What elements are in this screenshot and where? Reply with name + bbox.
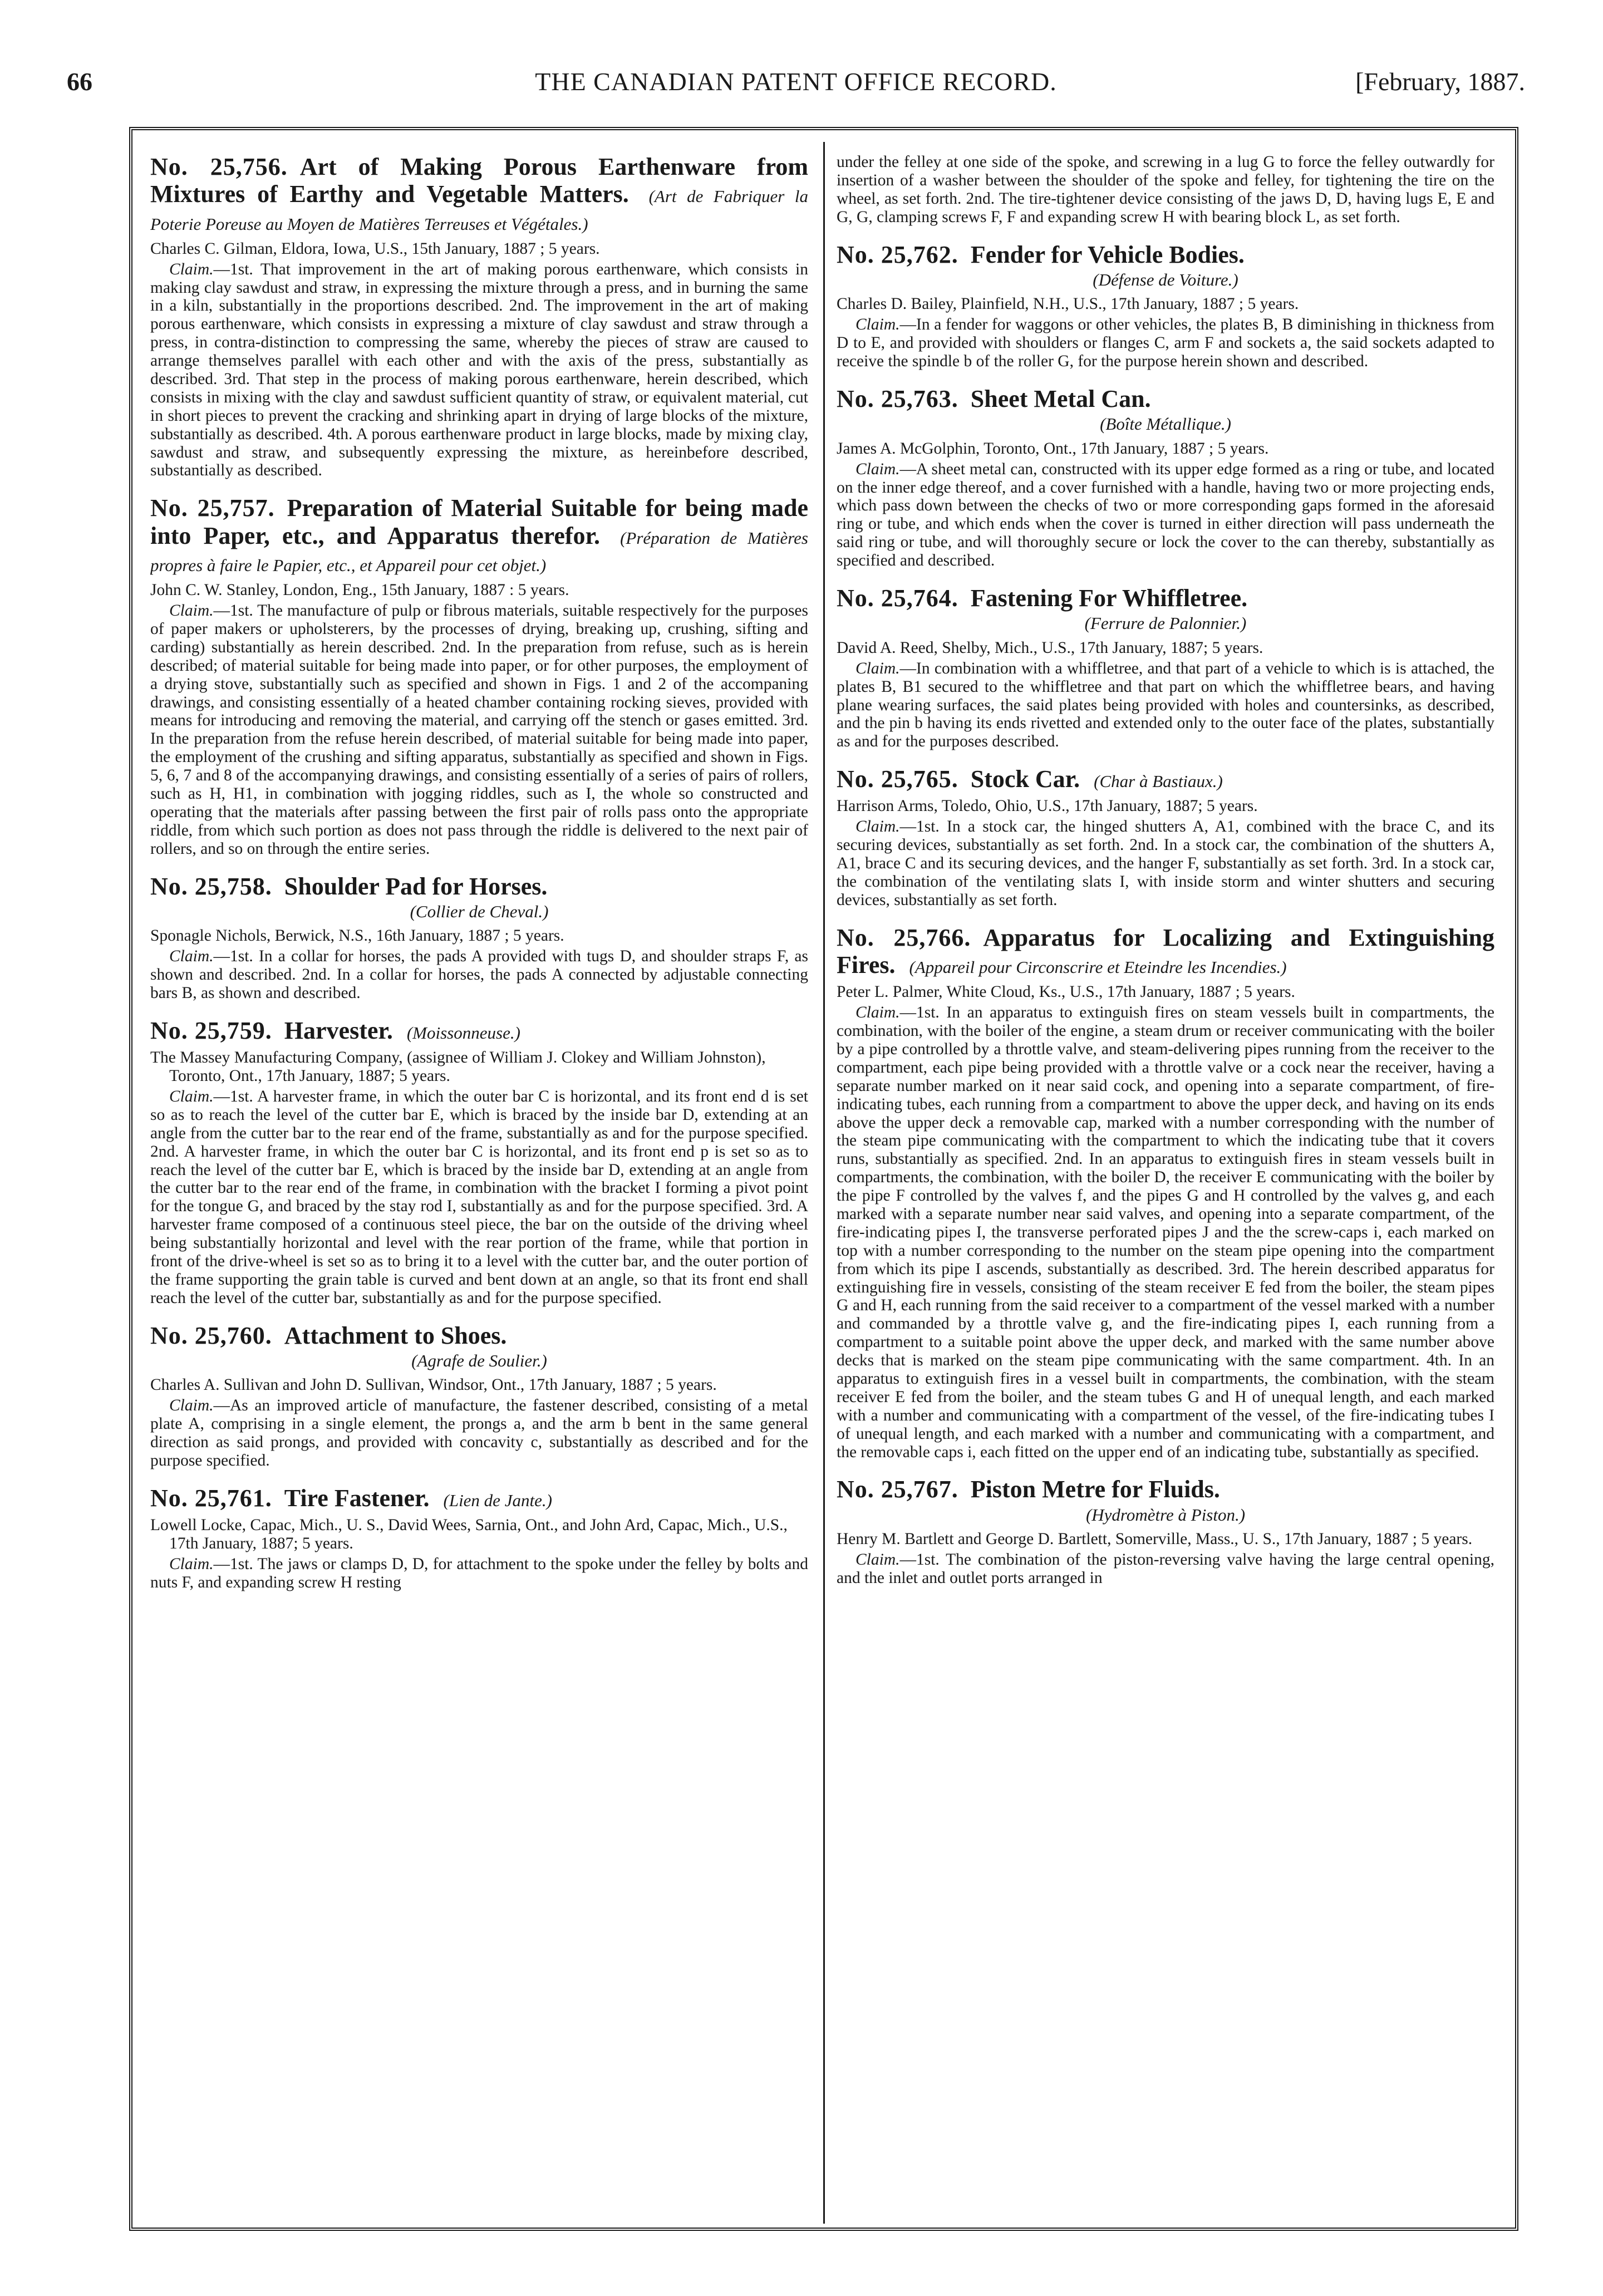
inventor-line: Charles D. Bailey, Plainfield, N.H., U.S., 17th January, 1887 ; 5 years. [837,295,1299,313]
patent-entry [837,1476,1494,1587]
patent-title: Apparatus for Localizing and Extinguishing Fires. [837,923,1494,979]
claim-body: —In a fender for waggons or other vehicles, the plates B, B diminishing in thickness from D to E, and provided with shoulders or flanges C, arm F and sockets a, the said sockets adapted to receive the spindle b of the roller G, for the purpose herein shown and described. [837,316,1494,371]
claim-body: —In combination with a whiffletree, and that part of a vehicle to which is is attached, the plates B, B1 secured to the whiffletree and that part on which the whiffletree bears, and having plane wearing surfaces, the said plates being provided with holes and countersinks, as described, and the pin b having its ends rivetted and extended only to the outer face of the plates, substantially as and for the purposes described. [837,659,1494,751]
claim-body: —As an improved article of manufacture, the fastener described, consisting of a metal plate A, comprising in a single element, the prongs a, and the arm b bent in the same general direction as said prongs, and provided with concavity c, substantially as described and for the purpose specified. [150,1397,808,1470]
french-title: (Défense de Voiture.) [1093,269,1238,289]
patent-title: Harvester. [284,1016,393,1044]
patent-entry [150,1322,808,1470]
column-divider [823,142,825,2224]
patent-number: No. 25,767. [837,1476,958,1503]
claim-label: Claim. [169,1397,214,1415]
patent-title: Stock Car. [970,765,1080,793]
patent-number: No. 25,766. [837,923,971,951]
inventor-line: Henry M. Bartlett and George D. Bartlett, Somerville, Mass., U. S., 17th January, 1887 ; 5 years. [837,1530,1473,1548]
patent-entry [837,385,1494,570]
claim-body: —1st. In a collar for horses, the pads A provided with tugs D, and shoulder straps F, as shown and described. 2nd. In a collar for horses, the pads A connected by adjustable connecting bars B, as shown and described. [150,947,808,1002]
patent-number: No. 25,760. [150,1321,272,1349]
claim-text [837,460,1494,570]
patent-heading [837,584,1494,612]
patent-heading [150,1017,808,1044]
claim-label: Claim. [855,1551,900,1569]
issue-date: [February, 1887. [1355,67,1525,96]
patent-heading [837,1476,1494,1503]
inventor-line: Charles A. Sullivan and John D. Sullivan, Windsor, Ont., 17th January, 1887 ; 5 years. [150,1376,717,1394]
patent-entry [837,241,1494,371]
patent-heading [837,765,1494,793]
claim-text [150,947,808,1002]
claim-label: Claim. [169,947,214,966]
claim-continuation: under the felley at one side of the spoke, and screwing in a lug G to force the felley outwardly for insertion of a washer between the shoulder of the spoke and felley, for tightening the tire on the wheel, as set forth. 2nd. The tire-tightener device consisting of the jaws D, D, having lugs E, E and G, G, clamping screws F, F and expanding screw H with bearing block L, as set forth. [837,153,1494,226]
claim-text [150,1088,808,1307]
patent-number: No. 25,756. [150,153,288,180]
claim-body: —A sheet metal can, constructed with its upper edge formed as a ring or tube, and located on the inner edge thereof, and a cover furnished with a handle, having two or more projecting ends, which pass down between the checks of two or more corresponding gaps formed in the aforesaid ring or tube, and which ends when the cover is turned in either direction will pass underneath the said ring or tube, and will thoroughly secure or lock the cover to the can thereby, substantially as specified and described. [837,460,1494,570]
claim-body: —1st. The jaws or clamps D, D, for attachment to the spoke under the felley by bolts and nuts F, and expanding screw H resting [150,1555,808,1591]
patent-title: Shoulder Pad for Horses. [284,872,548,900]
claim-label: Claim. [855,460,900,478]
patent-entry [150,1484,808,1592]
inventor-line: David A. Reed, Shelby, Mich., U.S., 17th January, 1887; 5 years. [837,638,1263,657]
patent-title: Tire Fastener. [284,1484,430,1512]
patent-number: No. 25,765. [837,765,958,793]
claim-text [837,818,1494,909]
patent-entry [837,584,1494,751]
claim-label: Claim. [169,1087,214,1105]
inventor-line: Harrison Arms, Toledo, Ohio, U.S., 17th January, 1887; 5 years. [837,797,1258,815]
claim-body: —1st. A harvester frame, in which the outer bar C is horizontal, and its front end d is set so as to reach the level of the cutter bar E, which is braced by the inside bar D, extending at an angle from the cutter bar to the rear end of the frame, substantially as and for the purpose specified. 2nd. A harvester frame, in which the outer bar C is horizontal, and its front end p is set so as to reach the level of the cutter bar E, which is braced by the inside bar D, extending at an angle from the cutter bar to the rear end of the frame, in combination with the bracket I forming a pivot point for the tongue G, and braced by the stay rod I, substantially as and for the purpose specified. 3rd. A harvester frame composed of a continuous steel piece, the bar on the outside of the driving wheel being substantially horizontal and level with the rear portion of the frame, while that portion in front of the drive-wheel is set so as to bring it to a level with the cutter bar, and the outer portion of the frame supporting the grain table is curved and bent down at an angle, so that its front end shall reach the level of the cutter bar, substantially as and for the purpose specified. [150,1087,808,1307]
right-column [837,153,1494,2213]
claim-body: —1st. In a stock car, the hinged shutters A, A1, combined with the brace C, and its securing devices, substantially as set forth. 2nd. In a stock car, the combination of the shutters A, A1, brace C and its securing devices, and the hanger F, substantially as set forth. 3rd. In a stock car, the combination of the ventilating slats I, with inside storm and winter shutters and securing devices, substantially as set forth. [837,818,1494,909]
patent-heading [837,385,1494,412]
patent-entry [150,153,808,480]
patent-number: No. 25,763. [837,385,958,412]
patent-entry [150,873,808,1002]
french-title: (Moissonneuse.) [406,1022,520,1043]
claim-text [837,1551,1494,1587]
patent-title: Attachment to Shoes. [284,1321,507,1349]
french-title: (Ferrure de Palonnier.) [1084,613,1247,633]
claim-label: Claim. [855,1004,900,1022]
french-title: (Char à Bastiaux.) [1094,771,1223,791]
patent-heading [837,924,1494,979]
inventor-line: Peter L. Palmer, White Cloud, Ks., U.S., 17th January, 1887 ; 5 years. [837,983,1295,1001]
inventor-line: Lowell Locke, Capac, Mich., U. S., David Wees, Sarnia, Ont., and John Ard, Capac, Mich., U.S., 17th January, 1887; 5 years. [150,1516,788,1553]
patent-number: No. 25,757. [150,494,275,522]
running-head [67,67,1525,106]
patent-heading [837,241,1494,268]
continued-claim [837,153,1494,227]
patent-heading [150,1322,808,1349]
claim-label: Claim. [855,659,900,677]
claim-text [150,602,808,858]
inventor-line: The Massey Manufacturing Company, (assignee of William J. Clokey and William Johnston), Toronto, Ont., 17th January, 1887; 5 years. [150,1049,766,1085]
claim-body: —1st. The combination of the piston-reversing valve having the large central opening, and the inlet and outlet ports arranged in [837,1551,1494,1587]
patent-title: Fastening For Whiffletree. [970,584,1248,612]
left-column [150,153,808,2213]
claim-label: Claim. [169,1555,214,1573]
claim-label: Claim. [169,260,214,278]
patent-title: Fender for Vehicle Bodies. [970,240,1245,268]
inventor-line: John C. W. Stanley, London, Eng., 15th January, 1887 : 5 years. [150,581,569,599]
claim-text [837,660,1494,751]
french-title: (Préparation de Matières propres à faire le Papier, etc., et Appareil pour cet objet.) [150,528,808,575]
claim-body: —1st. In an apparatus to extinguish fires on steam vessels built in compartments, the combination, with the boiler of the engine, a steam drum or receiver communicating with the boiler by a pipe controlled by a throttle valve, and steam-delivering pipes running from the receiver to the compartment, each pipe being provided with a throttle valve or a cock near the receiver, having a separate number marked on it near said cock, and opening into a separate compartment, of fire-indicating tubes, each running from a compartment to above the upper deck, and having on its ends above the upper deck a removable cap, marked with a number corresponding with the number of the steam pipe communicating with the compartment to which the indicating tube that it covers runs, substantially as specified. 2nd. In an apparatus to extinguish fires in steam vessels built in compartments, the combination, with the boiler D, the receiver E communicating with the boiler by the pipe F controlled by the valves f, and the pipes G and H controlled by the valves g, and each marked with a separate number near said valves, and opening into a separate compartment, of the fire-indicating pipes I, the transverse perforated pipes J and the the screw-caps i, each marked on top with a number corresponding to the number on the steam pipe opening into the compartment from which its pipe I ascends, substantially as described. 3rd. The herein described apparatus for extinguishing fire in vessels, consisting of the steam receiver E fed from the boiler, the steam pipes G and H, each running from the said receiver to a compartment of the vessel marked with a number and commanded by a throttle valve g, and the fire-indicating pipes I, each running from a compartment to a suitable point above the upper deck, and marked with the same number above decks that is marked on the steam pipe communicating with the same compartment. 4th. In an apparatus to extinguish fires in a vessel built in compartments, the combination, with the steam receiver E fed from the boiler, and the steam tubes G and H of unequal length, and each marked with a number and communicating with a compartment of the vessel, of the fire-indicating tubes I of unequal length, and each marked with a number and communicating with a compartment, and the removable caps i, each fitted on the upper end of an indicating tube, substantially as specified. [837,1004,1494,1461]
french-title: (Collier de Cheval.) [410,901,549,921]
patent-heading [150,873,808,900]
claim-label: Claim. [855,818,900,836]
claim-label: Claim. [169,602,214,620]
patent-number: No. 25,759. [150,1016,272,1044]
claim-body: —1st. The manufacture of pulp or fibrous materials, suitable respectively for the purposes of paper makers or upholsterers, by the processes of drying, breaking up, crushing, sifting and carding) substantially as herein described. 2nd. In the preparation from refuse, such as is herein described; of material suitable for being made into paper, or for other purposes, the employment of a drying stove, substantially such as specified and shown in Figs. 1 and 2 of the accompaning drawings, and consisting essentially of a heated chamber containing rocking sieves, provided with means for introducing and removing the material, and carrying off the stench or gases emitted. 3rd. In the preparation from the refuse herein described, of material suitable for being made into paper, the employment of the crushing and sifting apparatus, substantially as specified and shown in Figs. 5, 6, 7 and 8 of the accompanying drawings, and consisting essentially of a series of pairs of rollers, such as H, H1, in combination with jogging riddles, such as I, the whole so constructed and operating that the materials after passing between the first pair of rolls pass onto the appropriate riddle, from which such portion as does not pass through the riddle is delivered to the next pair of rollers, and so on through the entire series. [150,602,808,858]
patent-entry [837,924,1494,1462]
patent-title: Piston Metre for Fluids. [970,1476,1220,1503]
patent-entry [150,1017,808,1307]
patent-number: No. 25,764. [837,584,958,612]
french-title: (Boîte Métallique.) [1100,414,1231,434]
patent-heading [150,1484,808,1512]
claim-text [150,260,808,480]
claim-body: —1st. That improvement in the art of making porous earthenware, which consists in making clay sawdust and straw, in expressing the mixture through a press, and in burning the same in a kiln, substantially in the proportions described. 2nd. The improvement in the art of making porous earthenware, which consists in expressing a mixture of clay sawdust and straw through a press, in contra-distinction to compressing the same, whereby the pieces of straw are caused to arrange themselves parallel with each other and with the axis of the press, substantially as described. 3rd. That step in the process of making porous earthenware, herein described, which consists in mixing with the clay and sawdust sufficient quantity of straw, or equivalent material, cut in short pieces to prevent the cracking and shrinking apart in drying of large blocks of the mixture, substantially as described. 4th. A porous earthenware product in large blocks, made by mixing clay, sawdust and straw, and subsequently expressing the mixture, as hereinbefore described, substantially as described. [150,260,808,480]
patent-heading [150,153,808,235]
patent-number: No. 25,758. [150,872,272,900]
inventor-line: Sponagle Nichols, Berwick, N.S., 16th January, 1887 ; 5 years. [150,927,564,945]
patent-entry [150,494,808,858]
claim-text [150,1555,808,1592]
french-title: (Hydromètre à Piston.) [1085,1505,1246,1525]
patent-title: Art of Making Porous Earthenware from Mixtures of Earthy and Vegetable Matters. [150,153,808,208]
french-title: (Agrafe de Soulier.) [411,1350,547,1370]
patent-entry [837,765,1494,909]
inventor-line: James A. McGolphin, Toronto, Ont., 17th January, 1887 ; 5 years. [837,439,1269,458]
claim-text [837,1004,1494,1461]
french-title: (Appareil pour Circonscrire et Eteindre les Incendies.) [909,957,1287,977]
french-title: (Art de Fabriquer la Poterie Poreuse au Moyen de Matières Terreuses et Végétales.) [150,186,808,234]
patent-title: Preparation of Material Suitable for being made into Paper, etc., and Apparatus therefor. [150,494,808,549]
patent-number: No. 25,762. [837,240,958,268]
publication-title: THE CANADIAN PATENT OFFICE RECORD. [535,67,1057,96]
patent-number: No. 25,761. [150,1484,272,1512]
patent-title: Sheet Metal Can. [970,385,1151,412]
patent-heading [150,494,808,577]
inventor-line: Charles C. Gilman, Eldora, Iowa, U.S., 15th January, 1887 ; 5 years. [150,239,600,258]
claim-text [150,1397,808,1470]
french-title: (Lien de Jante.) [443,1490,552,1510]
claim-text [837,316,1494,371]
page-number: 66 [67,67,92,96]
claim-label: Claim. [855,316,900,334]
